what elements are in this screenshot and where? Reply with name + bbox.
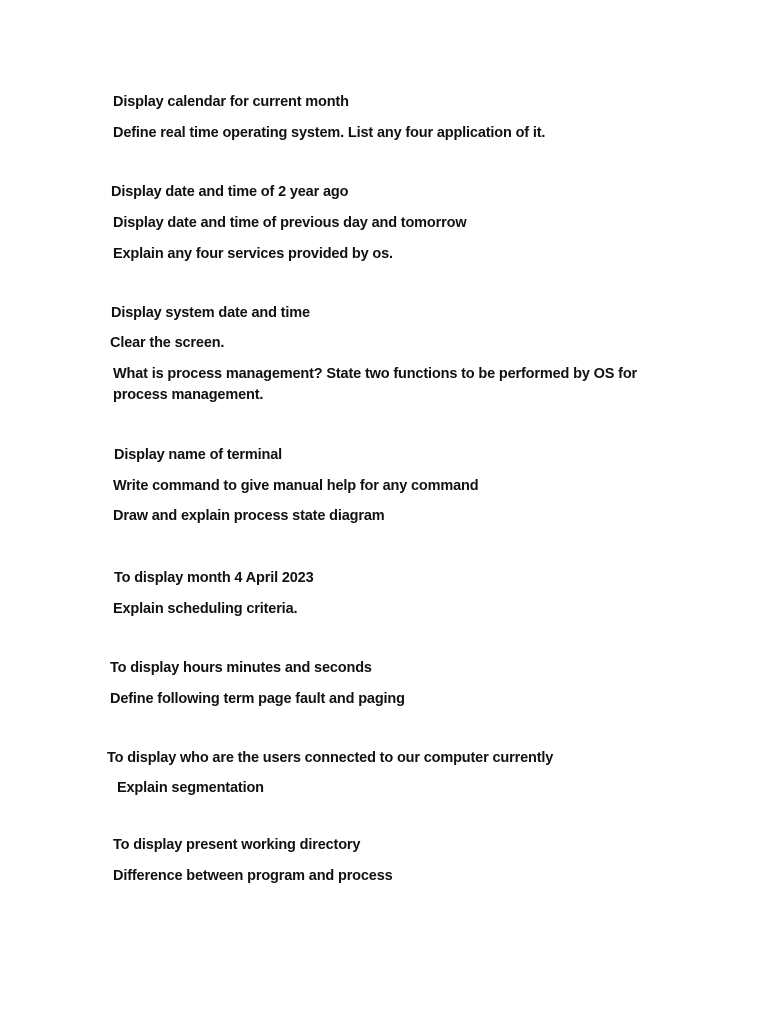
text-line: Display date and time of previous day and tomorrow bbox=[113, 215, 467, 231]
text-line: Define following term page fault and paging bbox=[110, 691, 405, 707]
text-line: To display present working directory bbox=[113, 837, 361, 853]
text-line: Display date and time of 2 year ago bbox=[111, 184, 349, 200]
text-line: Display calendar for current month bbox=[113, 94, 349, 110]
text-line: To display hours minutes and seconds bbox=[110, 660, 372, 676]
text-line: Draw and explain process state diagram bbox=[113, 508, 385, 524]
text-line: Clear the screen. bbox=[110, 335, 225, 351]
text-line: Display name of terminal bbox=[114, 447, 283, 463]
text-line: To display month 4 April 2023 bbox=[114, 570, 314, 586]
text-line: Explain segmentation bbox=[117, 780, 264, 796]
text-line: Explain scheduling criteria. bbox=[113, 601, 298, 617]
text-line: Display system date and time bbox=[111, 305, 310, 321]
text-line: To display who are the users connected to our computer currently bbox=[107, 750, 554, 766]
text-line: Define real time operating system. List any four application of it. bbox=[113, 125, 546, 141]
text-line: Difference between program and process bbox=[113, 868, 393, 884]
text-line: Write command to give manual help for any command bbox=[113, 478, 479, 494]
text-line: What is process management? State two functions to be performed by OS for process management. bbox=[113, 366, 638, 403]
text-line: Explain any four services provided by os. bbox=[113, 246, 393, 262]
